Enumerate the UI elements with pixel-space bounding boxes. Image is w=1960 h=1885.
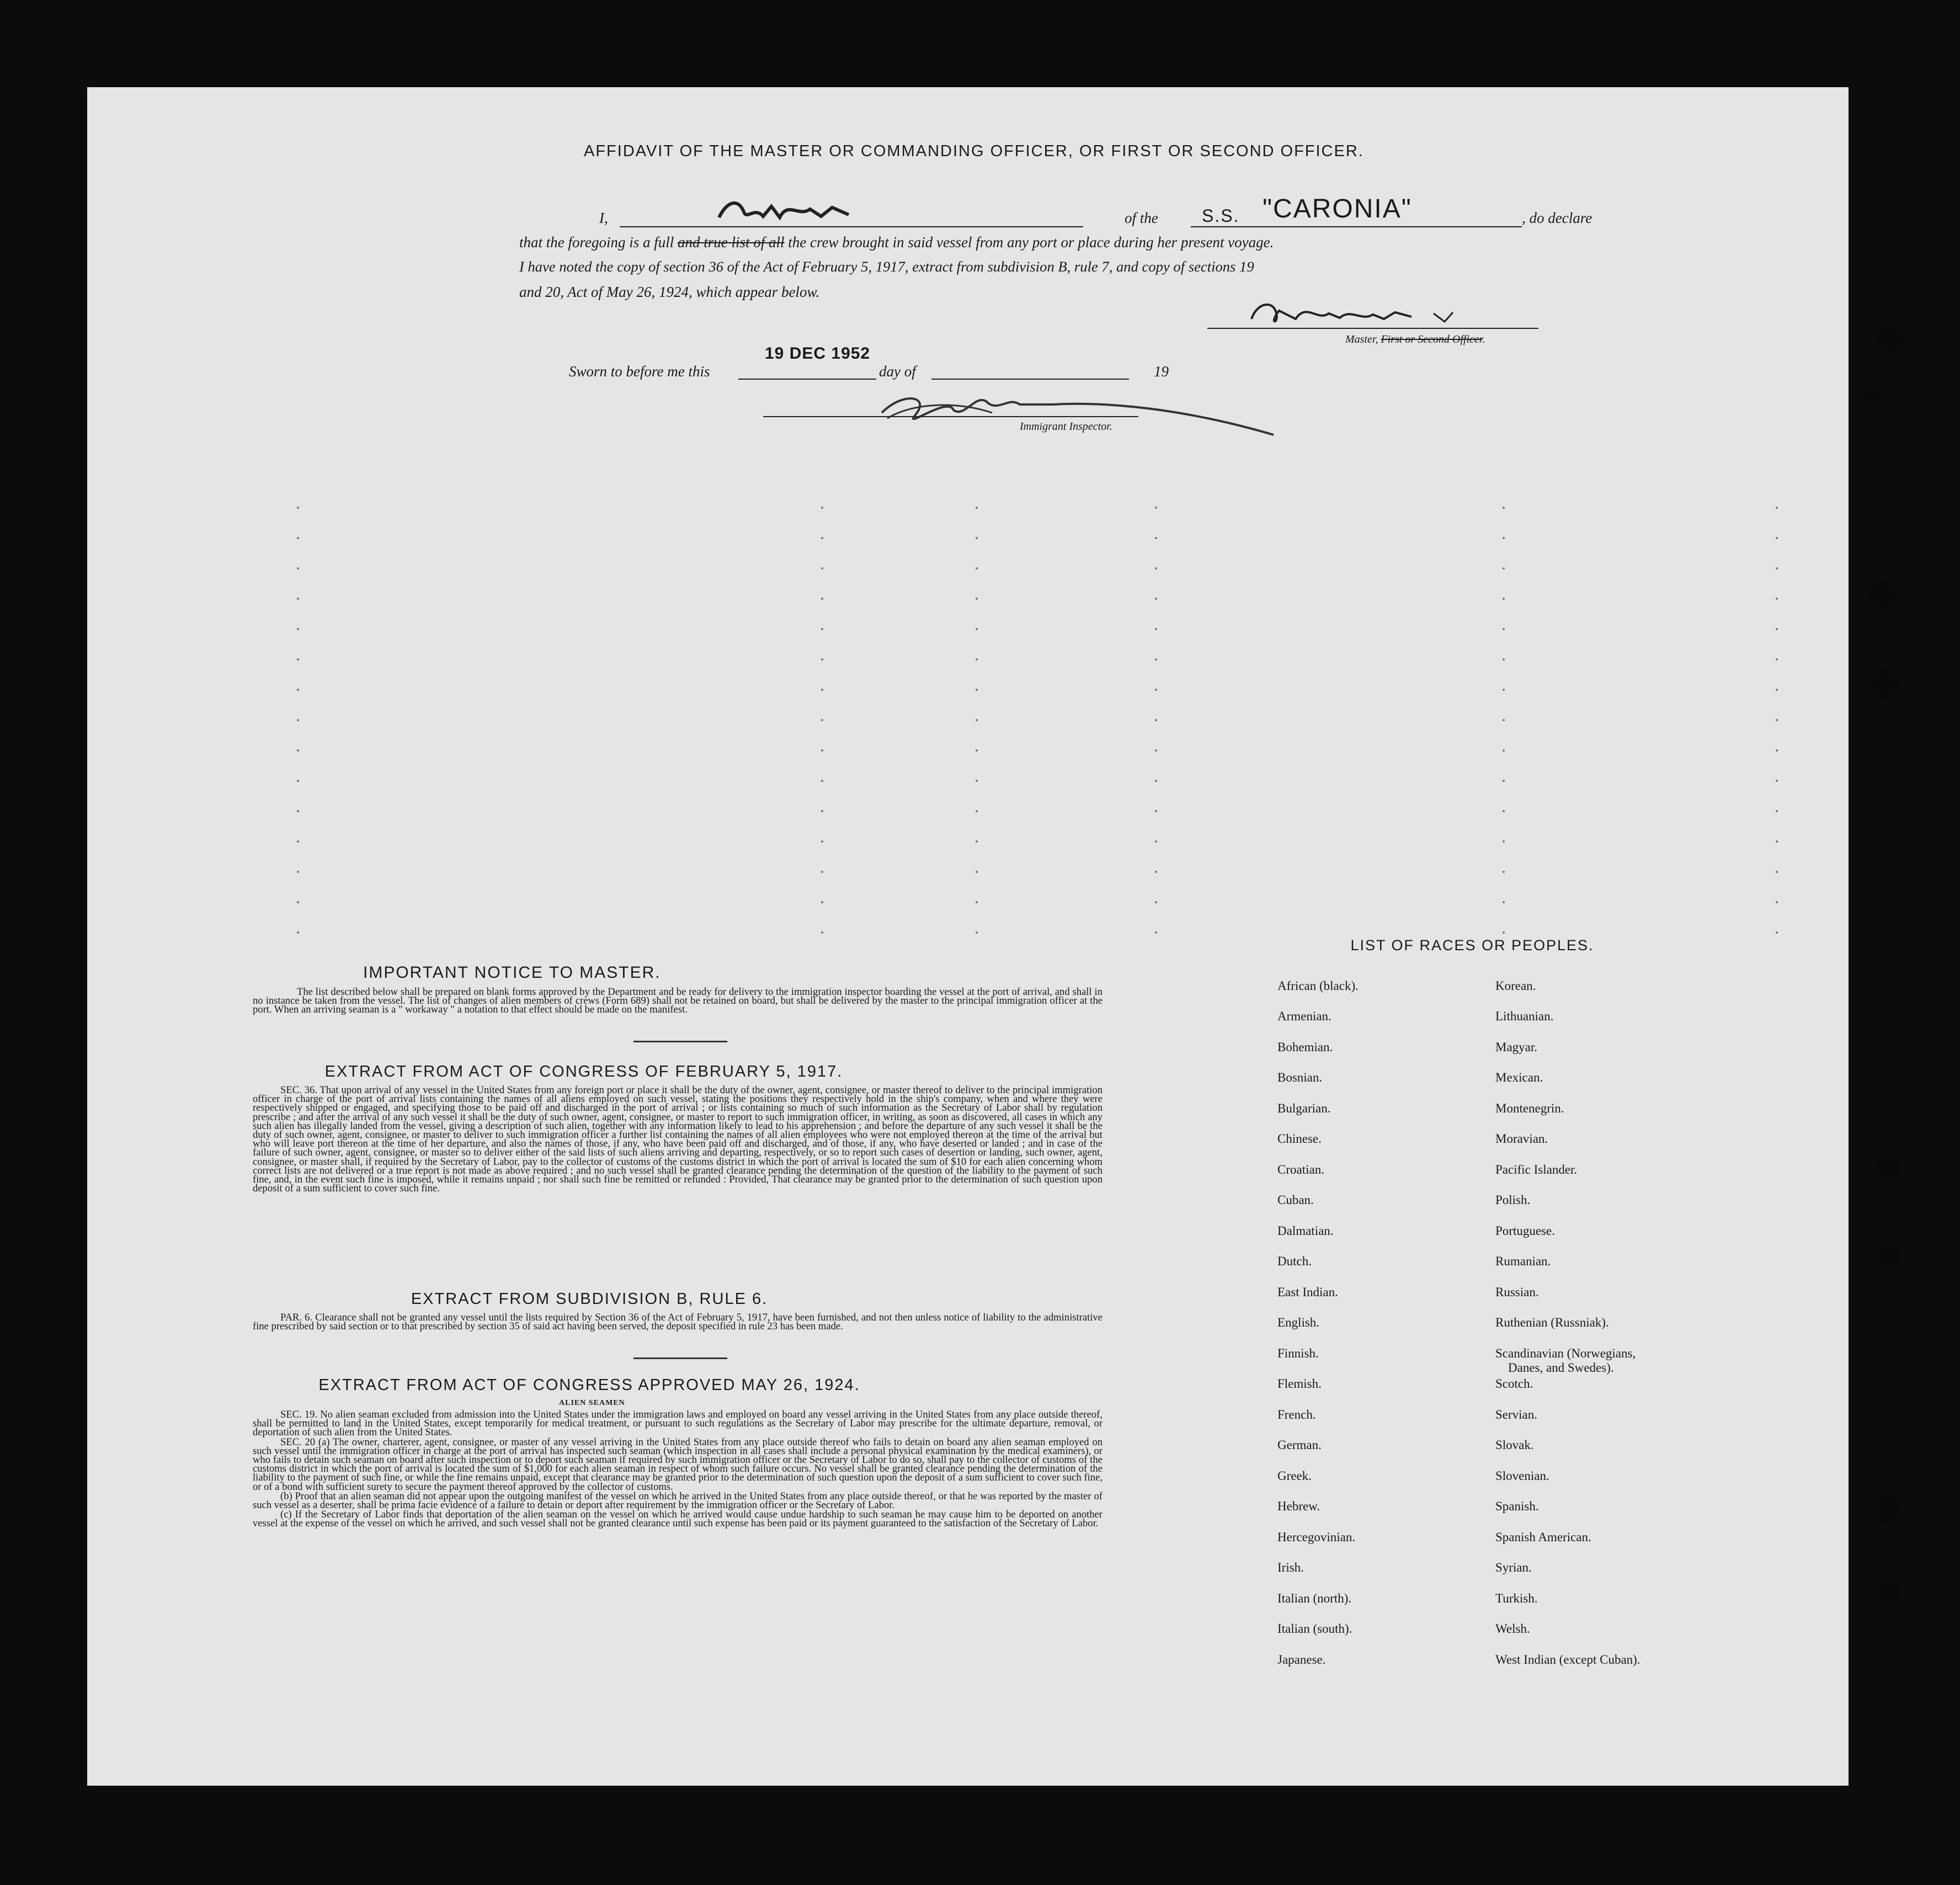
race-item: Finnish.: [1277, 1346, 1319, 1360]
vessel-prefix: S.S.: [1202, 206, 1240, 226]
binding-hole: [1870, 670, 1899, 697]
of-the-label: of the: [1125, 210, 1158, 226]
affidavit-line-2: I have noted the copy of section 36 of the Act of February 5, 1917, extract from subdivision B, rule 7, and copy of sections 19: [519, 258, 1254, 275]
affidavit-line-1: [519, 234, 1274, 251]
race-item: German.: [1277, 1438, 1322, 1452]
race-item: Irish.: [1277, 1561, 1304, 1574]
binding-hole: [1876, 326, 1906, 352]
race-item: Scandinavian (Norwegians, Danes, and Swedes).: [1495, 1346, 1636, 1375]
master-signature: [1246, 291, 1456, 338]
sworn-day-line: [738, 379, 876, 380]
race-item: Bohemian.: [1277, 1040, 1333, 1054]
race-item: English.: [1277, 1316, 1320, 1329]
race-item: Armenian.: [1277, 1009, 1331, 1023]
divider: [633, 1357, 727, 1359]
races-heading: LIST OF RACES OR PEOPLES.: [1350, 937, 1594, 954]
race-item: Welsh.: [1495, 1622, 1530, 1636]
race-item: Lithuanian.: [1495, 1009, 1554, 1023]
race-item: Slovak.: [1495, 1438, 1534, 1452]
race-item: Cuban.: [1277, 1193, 1314, 1207]
sec19-text: SEC. 19. No alien seaman excluded from admission into the United States under the immigration laws and employed on board any vessel arriving in the United States from any place outside thereof, shall be permitted to land in the United States, except temporarily for medical treatment, or pursuant to such regulations as the Secretary of Labor may prescribe for the ultimate departure, removal, or deportation of such alien from the United States.: [253, 1409, 1102, 1439]
master-label: [1345, 333, 1485, 346]
race-item: Spanish.: [1495, 1499, 1539, 1513]
affidavit-line-3: and 20, Act of May 26, 1924, which appear below.: [519, 284, 820, 300]
sec20c-text: (c) If the Secretary of Labor finds that deportation of the alien seaman on the vessel on which he arrived would cause undue hardship to such seaman he may cause him to be deported on another vessel at the expense of the vessel on which he arrived, and such vessel shall not be granted clearance until such expense has been paid or its payment guaranteed to the satisfaction of the Secretary of Labor.: [253, 1509, 1102, 1530]
notice-text: The list described below shall be prepared on blank forms approved by the Department and be ready for delivery to the immigration inspector boarding the vessel at the port of arrival, and shall in no instance be taken from the vessel. The list of changes of alien members of crews (Form 689) shall not be retained on board, but shall be delivered by the master to the principal immigration officer at the port. When an arriving seaman is a " workaway " a notation to that effect should be made on the manifest.: [253, 986, 1102, 1016]
race-item: Hercegovinian.: [1277, 1530, 1356, 1544]
race-item: Montenegrin.: [1495, 1101, 1564, 1115]
binding-hole: [1874, 1579, 1900, 1606]
race-item: Spanish American.: [1495, 1530, 1591, 1544]
vessel-name: "CARONIA": [1263, 194, 1412, 223]
master-label-end: .: [1482, 333, 1485, 345]
master-label-start: Master,: [1345, 333, 1378, 345]
race-item: Turkish.: [1495, 1591, 1538, 1605]
extract-1917-heading: EXTRACT FROM ACT OF CONGRESS OF FEBRUARY 5, 1917.: [324, 1063, 843, 1080]
race-item: Rumanian.: [1495, 1254, 1551, 1268]
inspector-signature-line: [763, 416, 1138, 417]
officer-signature-name: [716, 195, 860, 235]
rule6-heading: EXTRACT FROM SUBDIVISION B, RULE 6.: [411, 1290, 768, 1308]
race-item: Servian.: [1495, 1408, 1538, 1421]
binding-hole: [1868, 582, 1898, 609]
race-item: Croatian.: [1277, 1163, 1324, 1176]
race-item: Ruthenian (Russniak).: [1495, 1316, 1609, 1329]
race-item: Moravian.: [1495, 1132, 1548, 1146]
document-page: [87, 87, 1849, 1786]
binding-hole: [1874, 1156, 1900, 1183]
race-item: Dutch.: [1277, 1254, 1312, 1268]
notice-heading: IMPORTANT NOTICE TO MASTER.: [363, 963, 661, 982]
alien-seamen-subheading: ALIEN SEAMEN: [559, 1399, 625, 1407]
binding-hole: [1864, 386, 1886, 406]
race-item: Slovenian.: [1495, 1469, 1549, 1483]
race-item: West Indian (except Cuban).: [1495, 1653, 1641, 1666]
race-item: Polish.: [1495, 1193, 1531, 1207]
race-item: Bulgarian.: [1277, 1101, 1331, 1115]
master-label-struck: First or Second Officer: [1381, 333, 1483, 345]
sec20a-text: SEC. 20 (a) The owner, charterer, agent, consignee, or master of any vessel arriving in the United States from any place outside thereof who fails to detain on board any alien seaman employed on such vessel until the immigration officer in charge at the port of arrival has inspected such seaman (which inspection in all cases shall include a personal physical examination by the medical examiners), or who fails to detain such seaman on board after such inspection or to deport such seaman if required by such immigration officer or the Secretary of Labor to do so, shall pay to the collector of customs of the customs district in which the port of arrival is located the sum of $1,000 for each alien seaman in respect of whom such failure occurs. No vessel shall be granted clearance pending the determination of the liability to the payment of such fine, or while the fine remains unpaid, except that clearance may be granted prior to the determination of such question upon the deposit of a sum sufficient to cover such fine, or of a bond with sufficient surety to secure the payment thereof approved by the collector of customs.: [253, 1436, 1102, 1493]
race-item: Japanese.: [1277, 1653, 1326, 1666]
race-item: Pacific Islander.: [1495, 1163, 1578, 1176]
race-item: Syrian.: [1495, 1561, 1532, 1574]
do-declare-label: , do declare: [1522, 210, 1592, 226]
extract-1924-text: [253, 1410, 1102, 1529]
race-item: Magyar.: [1495, 1040, 1538, 1054]
inspector-label: Immigrant Inspector.: [1020, 420, 1112, 433]
affidavit-line-1-struck: and true list of all: [678, 234, 785, 251]
race-item: French.: [1277, 1408, 1316, 1421]
affidavit-line-1-start: that the foregoing is a full: [519, 234, 674, 251]
binding-hole: [1874, 1495, 1900, 1522]
master-signature-line: [1207, 328, 1538, 329]
race-item: Italian (north).: [1277, 1591, 1352, 1605]
binding-hole: [1874, 1242, 1900, 1268]
race-item: Hebrew.: [1277, 1499, 1320, 1513]
race-item: Russian.: [1495, 1285, 1539, 1299]
race-item: East Indian.: [1277, 1285, 1338, 1299]
vessel-line: [1191, 226, 1522, 227]
race-item: Flemish.: [1277, 1377, 1322, 1391]
affidavit-heading: AFFIDAVIT OF THE MASTER OR COMMANDING OFFICER, OR FIRST OR SECOND OFFICER.: [584, 142, 1364, 160]
day-of-label: day of: [879, 363, 916, 380]
race-item: Korean.: [1495, 979, 1536, 993]
rule6-text: PAR. 6. Clearance shall not be granted any vessel until the lists required by Section 36 of the Act of February 5, 1917, have been furnished, and not then unless notice of liability to the administrative fine prescribed by said section or to that prescribed by section 35 of said act having been served, the deposit specified in rule 23 has been made.: [253, 1312, 1102, 1333]
race-item: Bosnian.: [1277, 1071, 1323, 1084]
race-item: Scotch.: [1495, 1377, 1533, 1391]
race-item: Mexican.: [1495, 1071, 1543, 1084]
sworn-label: Sworn to before me this: [569, 363, 710, 380]
i-label: I,: [599, 210, 608, 226]
affidavit-line-1-end: the crew brought in said vessel from any port or place during her present voyage.: [788, 234, 1274, 251]
race-item: African (black).: [1277, 979, 1359, 993]
year-prefix: 19: [1154, 363, 1169, 380]
sec20b-text: (b) Proof that an alien seaman did not appear upon the outgoing manifest of the vessel on which he arrived in the United States from any place outside thereof, or that he was reported by the master of such vessel as a deserter, shall be prima facie evidence of a failure to detain or deport after requirement by the immigration officer or the Secretary of Labor.: [253, 1490, 1102, 1511]
race-item: Greek.: [1277, 1469, 1312, 1483]
divider: [633, 1041, 727, 1042]
date-stamp: 19 DEC 1952: [765, 344, 871, 363]
race-item: Italian (south).: [1277, 1622, 1352, 1636]
race-item: Chinese.: [1277, 1132, 1322, 1146]
race-item: Dalmatian.: [1277, 1224, 1334, 1238]
race-item: Portuguese.: [1495, 1224, 1555, 1238]
extract-1924-heading: EXTRACT FROM ACT OF CONGRESS APPROVED MAY 26, 1924.: [318, 1376, 860, 1394]
extract-1917-text: SEC. 36. That upon arrival of any vessel in the United States from any foreign port or place it shall be the duty of the owner, agent, consignee, or master thereof to deliver to the principal immigration officer in charge of the port of arrival lists containing the names of all aliens employed on such vessel, stating the positions they respectively hold in the ship's company, when and where they were respectively shipped or engaged, and specifying those to be paid off and discharged in the port of arrival ; or lists containing so much of such information as the Secretary of Labor shall by regulation prescribe ; and after the arrival of any such vessel it shall be the duty of such owner, agent, consignee, or master to report to such immigration officer, in writing, as soon as discovered, all cases in which any such alien has illegally landed from the vessel, giving a description of such alien, together with any information likely to lead to his apprehension ; and before the departure of any such vessel it shall be the duty of such owner, agent, consignee, or master to deliver to such immigration officer a further list containing the names of all alien employees who were not employed thereon at the time of the arrival but who will leave port thereon at the time of her departure, and also the names of those, if any, who have been paid off and discharged, and of those, if any, who have deserted or landed ; and in case of the failure of such owner, agent, consignee, or master so to deliver either of the said lists of such aliens arriving and departing, respectively, or so to report such cases of desertion or landing, such owner, agent, consignee, or master shall, if required by the Secretary of Labor, pay to the collector of customs of the customs district in which the port of arrival is located the sum of $10 for each alien concerning whom correct lists are not delivered or a true report is not made as above required ; and no such vessel shall be granted clearance pending the determination of the question of the liability to the payment of such fine, and, in the event such fine is imposed, while it remains unpaid ; nor shall such fine be remitted or refunded : Provided, That clearance may be granted prior to the determination of such question upon deposit of a sum sufficient to cover such fine.: [253, 1084, 1102, 1195]
